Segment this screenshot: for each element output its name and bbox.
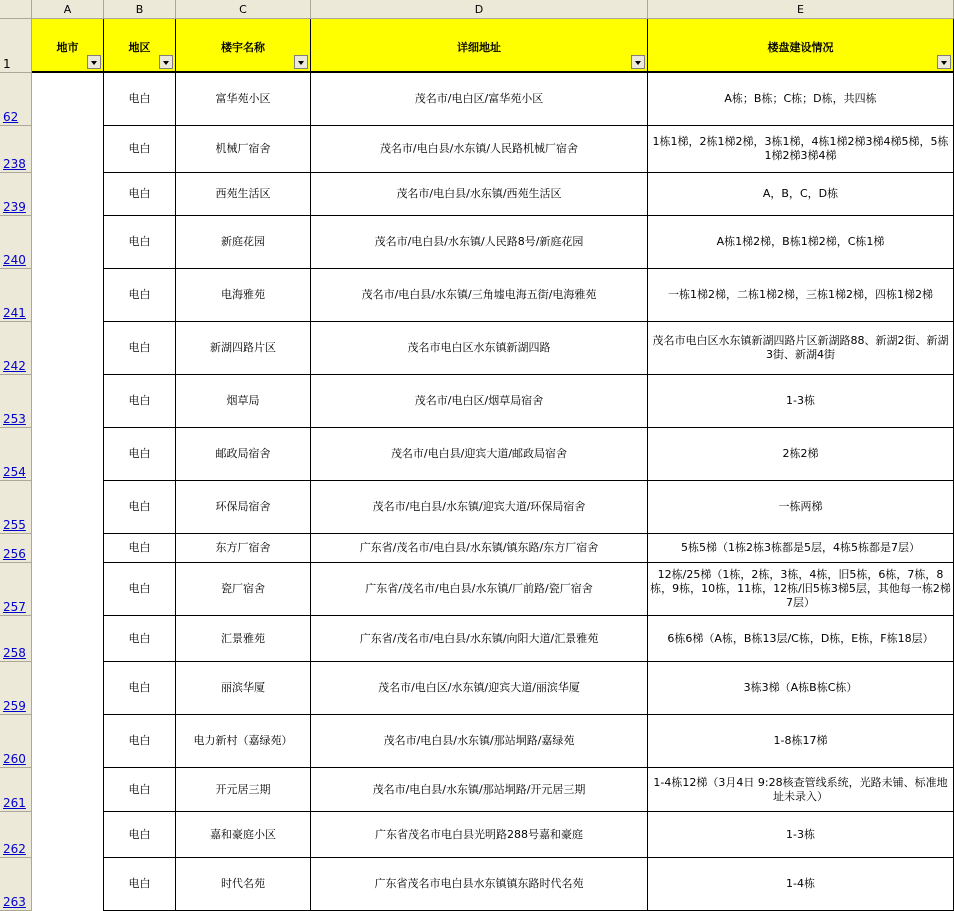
- building-name-cell[interactable]: 电力新村（嘉绿苑）: [176, 715, 311, 768]
- district-cell[interactable]: 电白: [104, 428, 176, 481]
- row-header[interactable]: [0, 715, 32, 768]
- row-header[interactable]: [0, 73, 32, 126]
- construction-status-cell[interactable]: 1-8栋17梯: [648, 715, 954, 768]
- address-cell[interactable]: 茂名市/电白县/水东镇/那站垌路/开元居三期: [311, 768, 648, 812]
- filter-dropdown-icon[interactable]: [87, 55, 101, 69]
- column-a-blank-area[interactable]: [32, 73, 104, 911]
- building-name-cell[interactable]: 邮政局宿舍: [176, 428, 311, 481]
- row-number: 257: [3, 600, 26, 614]
- filter-dropdown-icon[interactable]: [159, 55, 173, 69]
- district-cell[interactable]: 电白: [104, 481, 176, 534]
- construction-status-cell[interactable]: 5栋5梯（1栋2栋3栋都是5层，4栋5栋都是7层）: [648, 534, 954, 563]
- district-cell[interactable]: 电白: [104, 216, 176, 269]
- filter-dropdown-icon[interactable]: [937, 55, 951, 69]
- column-header-c[interactable]: C: [176, 0, 311, 19]
- building-name-cell[interactable]: 瓷厂宿舍: [176, 563, 311, 616]
- district-cell[interactable]: 电白: [104, 812, 176, 858]
- building-name-cell[interactable]: 富华苑小区: [176, 73, 311, 126]
- building-name-cell[interactable]: 汇景雅苑: [176, 616, 311, 662]
- district-cell[interactable]: 电白: [104, 563, 176, 616]
- column-header-b[interactable]: B: [104, 0, 176, 19]
- header-label: 地区: [128, 41, 151, 54]
- row-number: 1: [3, 57, 11, 71]
- address-cell[interactable]: 茂名市/电白县/水东镇/那站垌路/嘉绿苑: [311, 715, 648, 768]
- address-cell[interactable]: 广东省/茂名市/电白县/水东镇/向阳大道/汇景雅苑: [311, 616, 648, 662]
- address-cell[interactable]: 茂名市/电白县/水东镇/西苑生活区: [311, 173, 648, 216]
- row-header[interactable]: [0, 428, 32, 481]
- row-header[interactable]: [0, 126, 32, 173]
- district-cell[interactable]: 电白: [104, 375, 176, 428]
- construction-status-cell[interactable]: 1-3栋: [648, 812, 954, 858]
- address-cell[interactable]: 广东省/茂名市/电白县/水东镇/镇东路/东方厂宿舍: [311, 534, 648, 563]
- construction-status-cell[interactable]: 12栋/25梯（1栋，2栋，3栋，4栋，旧5栋，6栋，7栋，8栋，9栋，10栋，11栋，12栋/旧5栋3梯5层，其他每一栋2梯7层）: [648, 563, 954, 616]
- row-header[interactable]: [0, 216, 32, 269]
- row-number: 263: [3, 895, 26, 909]
- row-number: 254: [3, 465, 26, 479]
- construction-status-cell[interactable]: 一栋1梯2梯，二栋1梯2梯，三栋1梯2梯，四栋1梯2梯: [648, 269, 954, 322]
- header-label: 楼宇名称: [221, 41, 265, 54]
- filter-dropdown-icon[interactable]: [294, 55, 308, 69]
- address-cell[interactable]: 茂名市/电白区/富华苑小区: [311, 73, 648, 126]
- building-name-cell[interactable]: 东方厂宿舍: [176, 534, 311, 563]
- address-cell[interactable]: 茂名市/电白县/水东镇/迎宾大道/环保局宿舍: [311, 481, 648, 534]
- address-cell[interactable]: 广东省茂名市电白县光明路288号嘉和豪庭: [311, 812, 648, 858]
- header-cell-city[interactable]: [32, 19, 104, 73]
- building-name-cell[interactable]: 环保局宿舍: [176, 481, 311, 534]
- column-header-a[interactable]: A: [32, 0, 104, 19]
- district-cell[interactable]: 电白: [104, 534, 176, 563]
- construction-status-cell[interactable]: 2栋2梯: [648, 428, 954, 481]
- address-cell[interactable]: 茂名市/电白县/水东镇/三角墟电海五街/电海雅苑: [311, 269, 648, 322]
- row-header[interactable]: [0, 616, 32, 662]
- building-name-cell[interactable]: 机械厂宿舍: [176, 126, 311, 173]
- building-name-cell[interactable]: 烟草局: [176, 375, 311, 428]
- district-cell[interactable]: 电白: [104, 616, 176, 662]
- address-cell[interactable]: 广东省/茂名市/电白县/水东镇/厂前路/瓷厂宿舍: [311, 563, 648, 616]
- construction-status-cell[interactable]: A，B，C，D栋: [648, 173, 954, 216]
- district-cell[interactable]: 电白: [104, 768, 176, 812]
- row-header[interactable]: [0, 812, 32, 858]
- header-cell-construction-status[interactable]: [648, 19, 954, 73]
- address-cell[interactable]: 广东省茂名市电白县水东镇镇东路时代名苑: [311, 858, 648, 911]
- row-number: 241: [3, 306, 26, 320]
- address-cell[interactable]: 茂名市/电白县/水东镇/人民路机械厂宿舍: [311, 126, 648, 173]
- row-header[interactable]: [0, 563, 32, 616]
- row-number: 259: [3, 699, 26, 713]
- address-cell[interactable]: 茂名市/电白区/水东镇/迎宾大道/丽滨华厦: [311, 662, 648, 715]
- district-cell[interactable]: 电白: [104, 126, 176, 173]
- construction-status-cell[interactable]: 3栋3梯（A栋B栋C栋）: [648, 662, 954, 715]
- construction-status-cell[interactable]: 1栋1梯，2栋1梯2梯，3栋1梯，4栋1梯2梯3梯4梯5梯，5栋1梯2梯3梯4梯: [648, 126, 954, 173]
- header-label: 楼盘建设情况: [767, 41, 834, 54]
- header-label: 地市: [56, 41, 79, 54]
- address-cell[interactable]: 茂名市/电白县/水东镇/人民路8号/新庭花园: [311, 216, 648, 269]
- construction-status-cell[interactable]: A栋1梯2梯，B栋1梯2梯，C栋1梯: [648, 216, 954, 269]
- building-name-cell[interactable]: 西苑生活区: [176, 173, 311, 216]
- column-header-d[interactable]: D: [311, 0, 648, 19]
- construction-status-cell[interactable]: 1-4栋: [648, 858, 954, 911]
- construction-status-cell[interactable]: 茂名市电白区水东镇新湖四路片区新湖路88、新湖2街、新湖3街、新湖4街: [648, 322, 954, 375]
- row-number: 239: [3, 200, 26, 214]
- row-header[interactable]: [0, 534, 32, 563]
- row-header[interactable]: [0, 173, 32, 216]
- row-number: 261: [3, 796, 26, 810]
- header-label: 详细地址: [457, 41, 501, 54]
- row-number: 62: [3, 110, 19, 124]
- district-cell[interactable]: 电白: [104, 322, 176, 375]
- row-number: 258: [3, 646, 26, 660]
- row-number: 242: [3, 359, 26, 373]
- row-header[interactable]: [0, 858, 32, 911]
- row-header-1[interactable]: [0, 19, 32, 73]
- address-cell[interactable]: 茂名市/电白县/迎宾大道/邮政局宿舍: [311, 428, 648, 481]
- address-cell[interactable]: 茂名市/电白区/烟草局宿舍: [311, 375, 648, 428]
- row-number: 238: [3, 157, 26, 171]
- row-header[interactable]: [0, 662, 32, 715]
- row-header[interactable]: [0, 375, 32, 428]
- column-header-e[interactable]: E: [648, 0, 954, 19]
- address-cell[interactable]: 茂名市电白区水东镇新湖四路: [311, 322, 648, 375]
- building-name-cell[interactable]: 新湖四路片区: [176, 322, 311, 375]
- construction-status-cell[interactable]: 6栋6梯（A栋，B栋13层/C栋，D栋，E栋，F栋18层）: [648, 616, 954, 662]
- construction-status-cell[interactable]: 1-3栋: [648, 375, 954, 428]
- district-cell[interactable]: 电白: [104, 715, 176, 768]
- row-number: 240: [3, 253, 26, 267]
- row-number: 256: [3, 547, 26, 561]
- header-cell-building-name[interactable]: [176, 19, 311, 73]
- construction-status-cell[interactable]: 1-4栋12梯（3月4日 9:28核查管线系统，光路未铺、标准地址未录入）: [648, 768, 954, 812]
- header-cell-address[interactable]: [311, 19, 648, 73]
- row-header[interactable]: [0, 322, 32, 375]
- district-cell[interactable]: 电白: [104, 662, 176, 715]
- building-name-cell[interactable]: 丽滨华厦: [176, 662, 311, 715]
- select-all-corner[interactable]: [0, 0, 32, 19]
- district-cell[interactable]: 电白: [104, 173, 176, 216]
- building-name-cell[interactable]: 电海雅苑: [176, 269, 311, 322]
- row-number: 255: [3, 518, 26, 532]
- district-cell[interactable]: 电白: [104, 269, 176, 322]
- row-header[interactable]: [0, 481, 32, 534]
- header-cell-district[interactable]: [104, 19, 176, 73]
- row-header[interactable]: [0, 768, 32, 812]
- building-name-cell[interactable]: 开元居三期: [176, 768, 311, 812]
- filter-dropdown-icon[interactable]: [631, 55, 645, 69]
- row-number: 260: [3, 752, 26, 766]
- building-name-cell[interactable]: 嘉和豪庭小区: [176, 812, 311, 858]
- district-cell[interactable]: 电白: [104, 73, 176, 126]
- construction-status-cell[interactable]: A栋；B栋；C栋；D栋，共四栋: [648, 73, 954, 126]
- row-header[interactable]: [0, 269, 32, 322]
- building-name-cell[interactable]: 新庭花园: [176, 216, 311, 269]
- construction-status-cell[interactable]: 一栋两梯: [648, 481, 954, 534]
- building-name-cell[interactable]: 时代名苑: [176, 858, 311, 911]
- row-number: 253: [3, 412, 26, 426]
- district-cell[interactable]: 电白: [104, 858, 176, 911]
- row-number: 262: [3, 842, 26, 856]
